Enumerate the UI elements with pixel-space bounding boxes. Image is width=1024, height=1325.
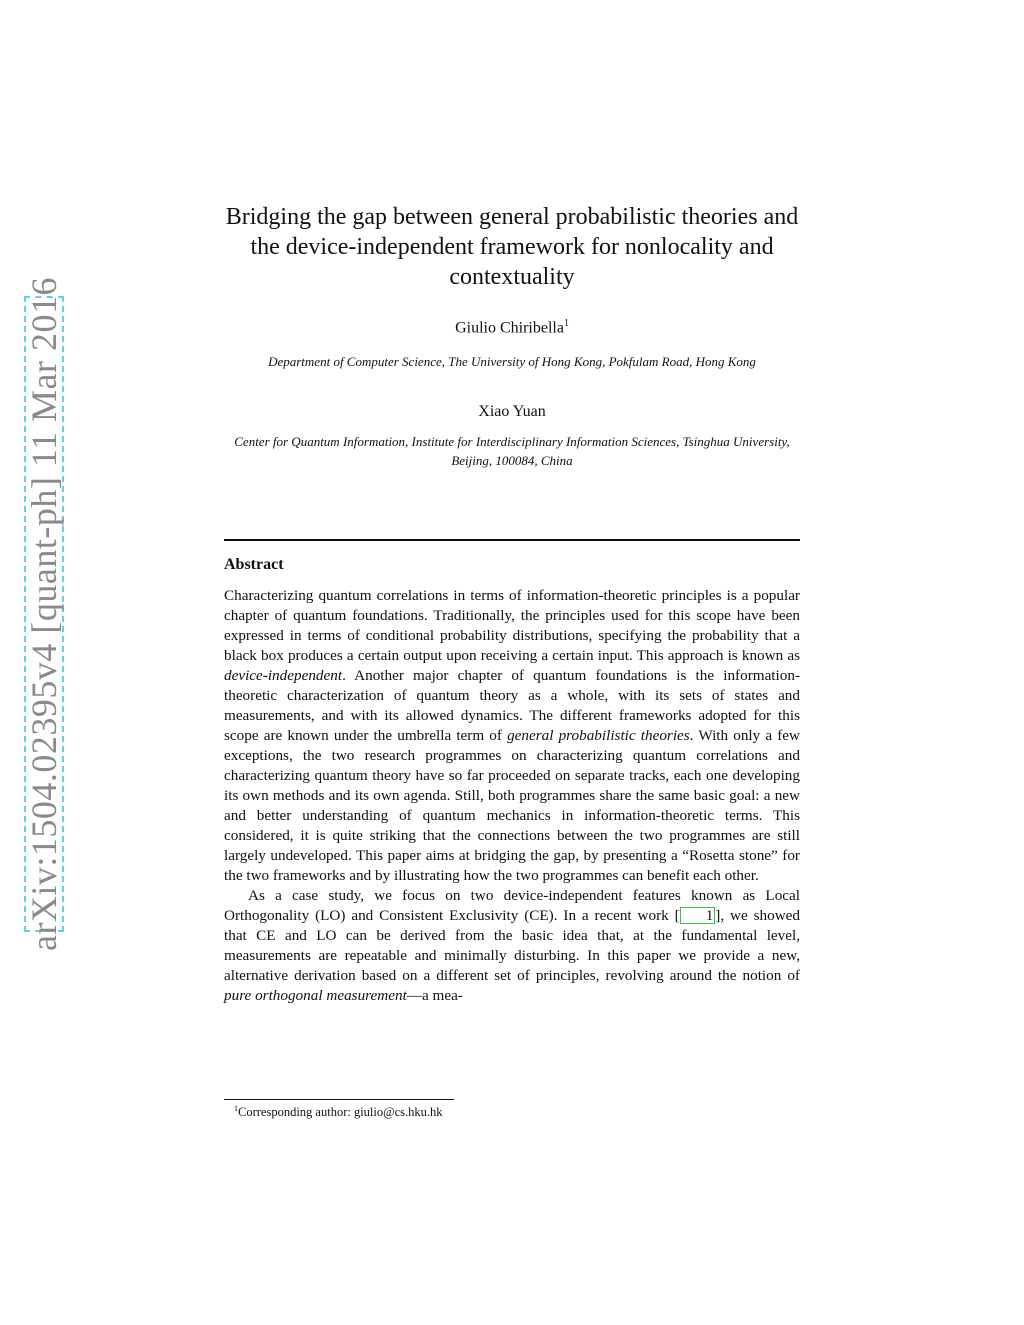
abstract-text: —a mea-	[406, 987, 463, 1004]
abstract-text: As a case study, we focus on two device-independent features known as Local Orthogonality (LO) and Consistent Exclusivity (CE). In a recent work [	[224, 887, 800, 924]
footnote-text: Corresponding author: giulio@cs.hku.hk	[238, 1105, 443, 1120]
abstract-body	[224, 586, 800, 1006]
abstract-emphasis: general probabilistic theories	[507, 727, 690, 744]
footnote	[234, 1104, 443, 1120]
footnote-mark: 1	[234, 1104, 238, 1113]
abstract-paragraph	[224, 586, 800, 886]
footnote-rule	[224, 1099, 454, 1100]
author-name-text: Giulio Chiribella	[455, 319, 564, 337]
citation-link[interactable]: 1	[680, 907, 716, 924]
abstract-paragraph	[224, 886, 800, 1006]
abstract-emphasis: device-independent	[224, 667, 343, 684]
author-name	[222, 318, 802, 337]
abstract-text: . With only a few exceptions, the two research programmes on characterizing quantum correlations and characterizing quantum theory have so far proceeded on separate tracks, each one developing its own methods and its own agenda. Still, both programmes share the same basic goal: a new and better understanding of quantum mechanics in information-theoretic terms. This considered, it is quite striking that the connections between the two programmes are still largely undeveloped. This paper aims at bridging the gap, by presenting a “Rosetta stone” for the two frameworks and by illustrating how the two programmes can benefit each other.	[224, 727, 800, 884]
abstract-text: ], we showed that CE and LO can be derived from the basic idea that, at the fundamental level, measurements are repeatable and minimally disturbing. In this paper we provide a new, alternative derivation based on a different set of principles, revolving around the notion of	[224, 907, 801, 984]
arxiv-identifier[interactable]: arXiv:1504.02395v4 [quant-ph] 11 Mar 2016	[24, 276, 64, 952]
abstract-emphasis: pure orthogonal measurement	[224, 987, 407, 1004]
abstract-top-rule	[224, 539, 800, 541]
abstract-text: Characterizing quantum correlations in terms of information-theoretic principles is a popular chapter of quantum foundations. Traditionally, the principles used for this scope have been expressed in terms of conditional probability distributions, specifying the probability that a black box produces a certain output upon receiving a certain input. This approach is known as	[224, 587, 800, 664]
abstract-heading: Abstract	[224, 556, 284, 573]
author-affiliation: Department of Computer Science, The University of Hong Kong, Pokfulam Road, Hong Kong	[268, 354, 756, 369]
author-affiliation: Center for Quantum Information, Institute for Interdisciplinary Information Sciences, Tsinghua University, Beijing, 100084, China	[234, 434, 790, 468]
author-name	[222, 403, 802, 421]
author-name-text: Xiao Yuan	[478, 403, 546, 420]
paper-title: Bridging the gap between general probabilistic theories and the device-independent framework for nonlocality and contextuality	[225, 204, 799, 290]
author-footnote-mark[interactable]: 1	[563, 318, 569, 329]
abstract-text: . Another major chapter of quantum foundations is the information-theoretic characterization of quantum theory as a whole, with its sets of states and measurements, and with its allowed dynamics. The different frameworks adopted for this scope are known under the umbrella term of	[224, 667, 800, 744]
